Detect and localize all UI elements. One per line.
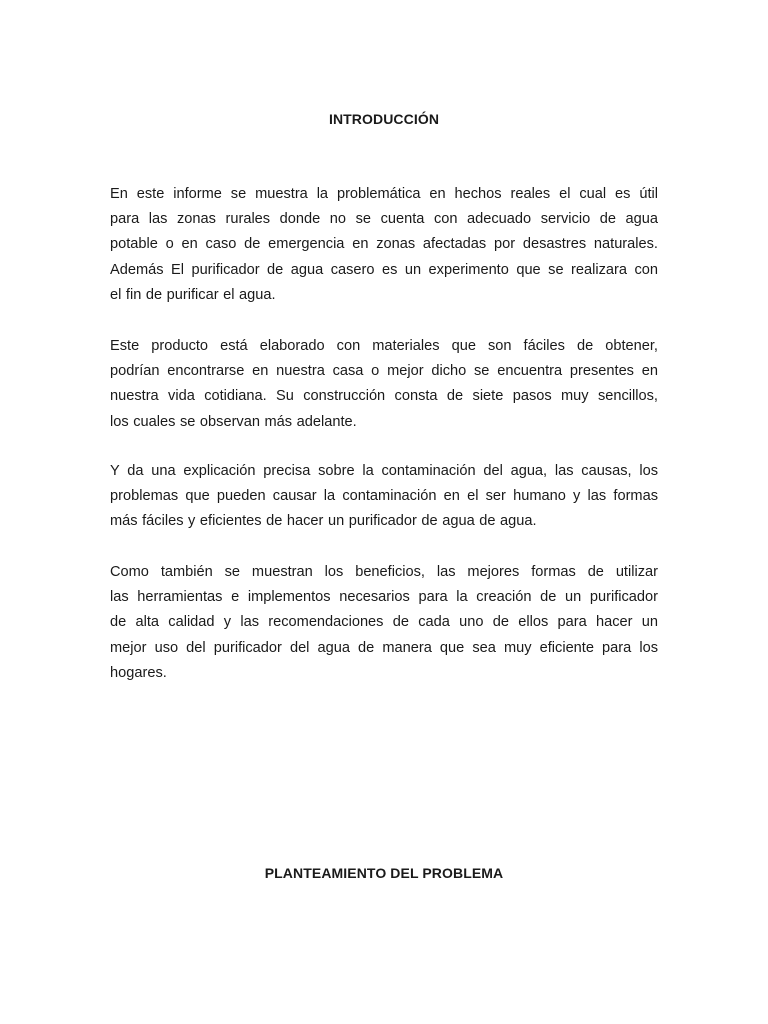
paragraph-line: de alta calidad y las recomendaciones de cada uno de ellos para hacer un xyxy=(110,614,658,631)
paragraph-line: Además El purificador de agua casero es un experimento que se realizara con xyxy=(110,261,658,278)
paragraph-line: Como también se muestran los beneficios, las mejores formas de utilizar xyxy=(110,564,658,580)
paragraph-line: Y da una explicación precisa sobre la contaminación del agua, las causas, los xyxy=(110,463,658,479)
paragraph-line: las herramientas e implementos necesarios para la creación de un purificador xyxy=(110,589,658,606)
paragraph-line: potable o en caso de emergencia en zonas afectadas por desastres naturales. xyxy=(110,236,658,253)
paragraph-line: mejor uso del purificador del agua de manera que sea muy eficiente para los xyxy=(110,639,658,656)
page-title: INTRODUCCIÓN xyxy=(328,111,440,127)
paragraph-line: hogares. xyxy=(110,664,167,681)
paragraph-line: más fáciles y eficientes de hacer un purificador de agua de agua. xyxy=(110,513,537,530)
paragraph-line: problemas que pueden causar la contaminación en el ser humano y las formas xyxy=(110,488,658,505)
paragraph-line: nuestra vida cotidiana. Su construcción consta de siete pasos muy sencillos, xyxy=(110,388,658,405)
paragraph-contamination xyxy=(110,459,658,535)
paragraph-line: Este producto está elaborado con materiales que son fáciles de obtener, xyxy=(110,338,658,354)
paragraph-benefits xyxy=(110,560,658,686)
paragraph-product xyxy=(110,334,658,435)
paragraph-intro xyxy=(110,182,658,308)
paragraph-line: En este informe se muestra la problemática en hechos reales el cual es útil xyxy=(110,186,658,202)
paragraph-line: los cuales se observan más adelante. xyxy=(110,413,357,430)
paragraph-line: para las zonas rurales donde no se cuenta con adecuado servicio de agua xyxy=(110,211,658,228)
paragraph-line: el fin de purificar el agua. xyxy=(110,286,276,303)
section-heading: PLANTEAMIENTO DEL PROBLEMA xyxy=(264,865,504,881)
paragraph-line: podrían encontrarse en nuestra casa o mejor dicho se encuentra presentes en xyxy=(110,363,658,380)
